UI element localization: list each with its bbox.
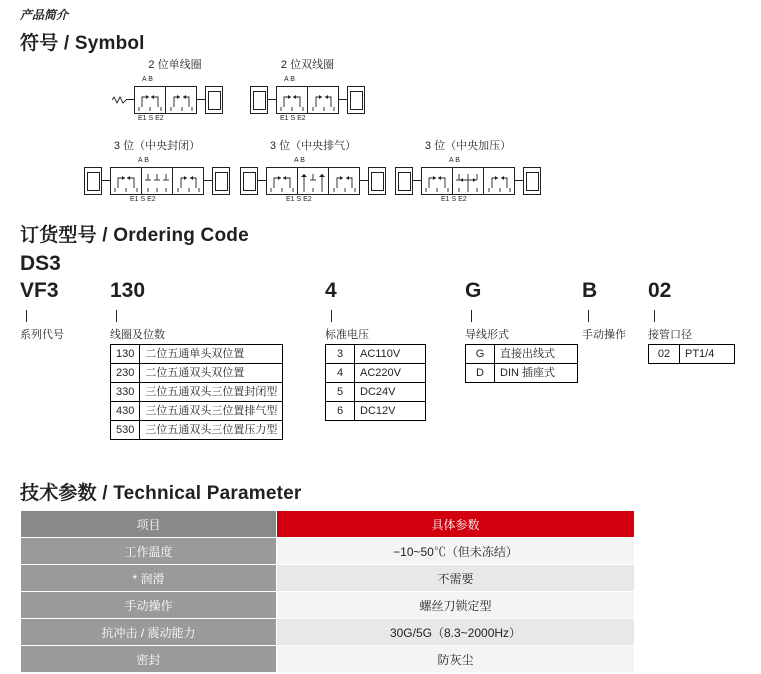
group-label-series: 系列代号 bbox=[20, 329, 64, 341]
option-desc: PT1/4 bbox=[680, 345, 735, 364]
option-code: 3 bbox=[326, 345, 355, 364]
param-value: 螺丝刀锁定型 bbox=[277, 592, 635, 619]
option-code: 130 bbox=[111, 345, 140, 364]
solenoid-actuator-left bbox=[395, 167, 413, 195]
table-row bbox=[326, 364, 426, 383]
symbol-top-ports: A B bbox=[284, 76, 295, 83]
solenoid-actuator-right bbox=[368, 167, 386, 195]
symbol-diagram bbox=[240, 157, 386, 206]
spring-actuator bbox=[112, 87, 126, 113]
symbol-diagram bbox=[112, 76, 238, 125]
symbol-diagram bbox=[395, 157, 541, 206]
table-row bbox=[111, 402, 283, 421]
solenoid-actuator-right bbox=[212, 167, 230, 195]
technical-parameter-table bbox=[20, 510, 635, 673]
option-desc: DC12V bbox=[355, 402, 426, 421]
valve-cell-center bbox=[298, 168, 329, 194]
option-desc: AC110V bbox=[355, 345, 426, 364]
param-name: 抗冲击 / 震动能力 bbox=[21, 619, 277, 646]
table-row bbox=[326, 345, 426, 364]
valve-cell bbox=[422, 168, 453, 194]
stem-right bbox=[339, 87, 347, 113]
stem-left bbox=[102, 168, 110, 194]
valve-cell bbox=[166, 87, 196, 113]
symbol-bottom-ports: E1 S E2 bbox=[286, 196, 312, 203]
option-desc: DIN 插座式 bbox=[495, 364, 578, 383]
table-row bbox=[21, 619, 635, 646]
valve-body bbox=[134, 86, 197, 114]
option-desc: 三位五通双头三位置压力型 bbox=[140, 421, 283, 440]
symbol-bottom-ports: E1 S E2 bbox=[441, 196, 467, 203]
solenoid-actuator bbox=[205, 86, 223, 114]
code-part-wire: G bbox=[465, 279, 482, 302]
option-code: 6 bbox=[326, 402, 355, 421]
option-code: 02 bbox=[649, 345, 680, 364]
symbol-bottom-ports: E1 S E2 bbox=[138, 115, 164, 122]
table-row bbox=[21, 592, 635, 619]
column-header-value: 具体参数 bbox=[277, 511, 635, 538]
option-desc: 二位五通单头双位置 bbox=[140, 345, 283, 364]
valve-cell bbox=[111, 168, 142, 194]
section-title-ordering: 订货型号 / Ordering Code bbox=[20, 225, 249, 246]
symbol-top-ports: A B bbox=[142, 76, 153, 83]
param-value: −10~50℃（但未冻结） bbox=[277, 538, 635, 565]
symbol-caption: 3 位（中央封闭） bbox=[113, 140, 201, 152]
option-desc: 三位五通双头三位置封闭型 bbox=[140, 383, 283, 402]
port-options-table bbox=[648, 344, 735, 364]
table-row bbox=[21, 565, 635, 592]
option-code: 4 bbox=[326, 364, 355, 383]
group-label-port: 接管口径 bbox=[648, 329, 692, 341]
symbol-bottom-ports: E1 S E2 bbox=[130, 196, 156, 203]
group-label-coil: 线圈及位数 bbox=[110, 329, 165, 341]
table-row bbox=[111, 364, 283, 383]
stem-right bbox=[360, 168, 368, 194]
symbol-top-ports: A B bbox=[449, 157, 460, 164]
symbol-caption: 2 位双线圈 bbox=[280, 59, 335, 71]
connector-tick bbox=[471, 310, 472, 322]
stem-left bbox=[268, 87, 276, 113]
connector-tick bbox=[116, 310, 117, 322]
table-row bbox=[326, 383, 426, 402]
valve-cell bbox=[329, 168, 359, 194]
series-code-line1: DS3 bbox=[20, 252, 61, 275]
stem-right bbox=[197, 87, 205, 113]
table-row bbox=[326, 402, 426, 421]
valve-cell bbox=[484, 168, 514, 194]
param-name: 密封 bbox=[21, 646, 277, 673]
group-label-wire: 导线形式 bbox=[465, 329, 509, 341]
option-desc: 直接出线式 bbox=[495, 345, 578, 364]
table-row bbox=[111, 421, 283, 440]
symbol-block-1 bbox=[112, 56, 238, 125]
solenoid-actuator-right bbox=[347, 86, 365, 114]
symbol-diagram bbox=[84, 157, 230, 206]
symbol-caption: 2 位单线圈 bbox=[148, 59, 202, 71]
param-name: 工作温度 bbox=[21, 538, 277, 565]
voltage-options-table bbox=[325, 344, 426, 421]
param-value: 防灰尘 bbox=[277, 646, 635, 673]
valve-body bbox=[421, 167, 515, 195]
symbol-diagram bbox=[250, 76, 365, 125]
param-value: 30G/5G（8.3~2000Hz） bbox=[277, 619, 635, 646]
solenoid-actuator-right bbox=[523, 167, 541, 195]
option-code: 5 bbox=[326, 383, 355, 402]
symbol-bottom-ports: E1 S E2 bbox=[280, 115, 306, 122]
connector-tick bbox=[26, 310, 27, 322]
column-header-item: 项目 bbox=[21, 511, 277, 538]
stem-left bbox=[413, 168, 421, 194]
symbol-body bbox=[250, 86, 365, 114]
valve-cell bbox=[308, 87, 338, 113]
option-code: 530 bbox=[111, 421, 140, 440]
table-row bbox=[111, 345, 283, 364]
symbol-top-ports: A B bbox=[138, 157, 149, 164]
valve-cell bbox=[267, 168, 298, 194]
table-row bbox=[21, 646, 635, 673]
symbol-body bbox=[112, 86, 238, 114]
option-code: 330 bbox=[111, 383, 140, 402]
stem-right bbox=[515, 168, 523, 194]
valve-cell bbox=[277, 87, 308, 113]
option-desc: 三位五通双头三位置排气型 bbox=[140, 402, 283, 421]
symbol-block-2 bbox=[250, 56, 365, 125]
solenoid-actuator-left bbox=[250, 86, 268, 114]
solenoid-actuator-left bbox=[240, 167, 258, 195]
param-value: 不需要 bbox=[277, 565, 635, 592]
option-code: 430 bbox=[111, 402, 140, 421]
wire-options-table bbox=[465, 344, 578, 383]
table-row bbox=[466, 345, 578, 364]
table-row bbox=[111, 383, 283, 402]
series-code-line2: VF3 bbox=[20, 279, 59, 302]
valve-cell-center bbox=[453, 168, 484, 194]
stem-right bbox=[204, 168, 212, 194]
stem-left bbox=[126, 87, 134, 113]
symbol-block-5 bbox=[395, 137, 541, 206]
option-desc: AC220V bbox=[355, 364, 426, 383]
valve-body bbox=[276, 86, 339, 114]
symbol-caption: 3 位（中央加压） bbox=[424, 140, 512, 152]
code-part-voltage: 4 bbox=[325, 279, 337, 302]
code-part-port: 02 bbox=[648, 279, 672, 302]
symbol-caption: 3 位（中央排气） bbox=[269, 140, 357, 152]
valve-body bbox=[266, 167, 360, 195]
table-row bbox=[466, 364, 578, 383]
option-desc: DC24V bbox=[355, 383, 426, 402]
param-name: 手动操作 bbox=[21, 592, 277, 619]
symbol-body bbox=[84, 167, 230, 195]
stem-left bbox=[258, 168, 266, 194]
connector-tick bbox=[654, 310, 655, 322]
symbol-body bbox=[395, 167, 541, 195]
group-label-manual: 手动操作 bbox=[582, 329, 626, 341]
code-part-coil: 130 bbox=[110, 279, 146, 302]
coil-options-table bbox=[110, 344, 283, 440]
option-code: G bbox=[466, 345, 495, 364]
valve-cell bbox=[173, 168, 203, 194]
valve-cell bbox=[135, 87, 166, 113]
valve-body bbox=[110, 167, 204, 195]
connector-tick bbox=[588, 310, 589, 322]
table-row bbox=[21, 538, 635, 565]
symbol-block-3 bbox=[84, 137, 230, 206]
table-header-row bbox=[21, 511, 635, 538]
intro-label: 产品简介 bbox=[20, 8, 69, 22]
code-part-manual: B bbox=[582, 279, 598, 302]
solenoid-actuator-left bbox=[84, 167, 102, 195]
connector-tick bbox=[331, 310, 332, 322]
group-label-voltage: 标准电压 bbox=[325, 329, 369, 341]
symbol-body bbox=[240, 167, 386, 195]
option-code: D bbox=[466, 364, 495, 383]
symbol-top-ports: A B bbox=[294, 157, 305, 164]
option-code: 230 bbox=[111, 364, 140, 383]
param-name: * 润滑 bbox=[21, 565, 277, 592]
table-row bbox=[649, 345, 735, 364]
symbol-block-4 bbox=[240, 137, 386, 206]
option-desc: 二位五通双头双位置 bbox=[140, 364, 283, 383]
section-title-technical: 技术参数 / Technical Parameter bbox=[20, 483, 302, 504]
section-title-symbol: 符号 / Symbol bbox=[20, 33, 145, 54]
valve-cell-center bbox=[142, 168, 173, 194]
